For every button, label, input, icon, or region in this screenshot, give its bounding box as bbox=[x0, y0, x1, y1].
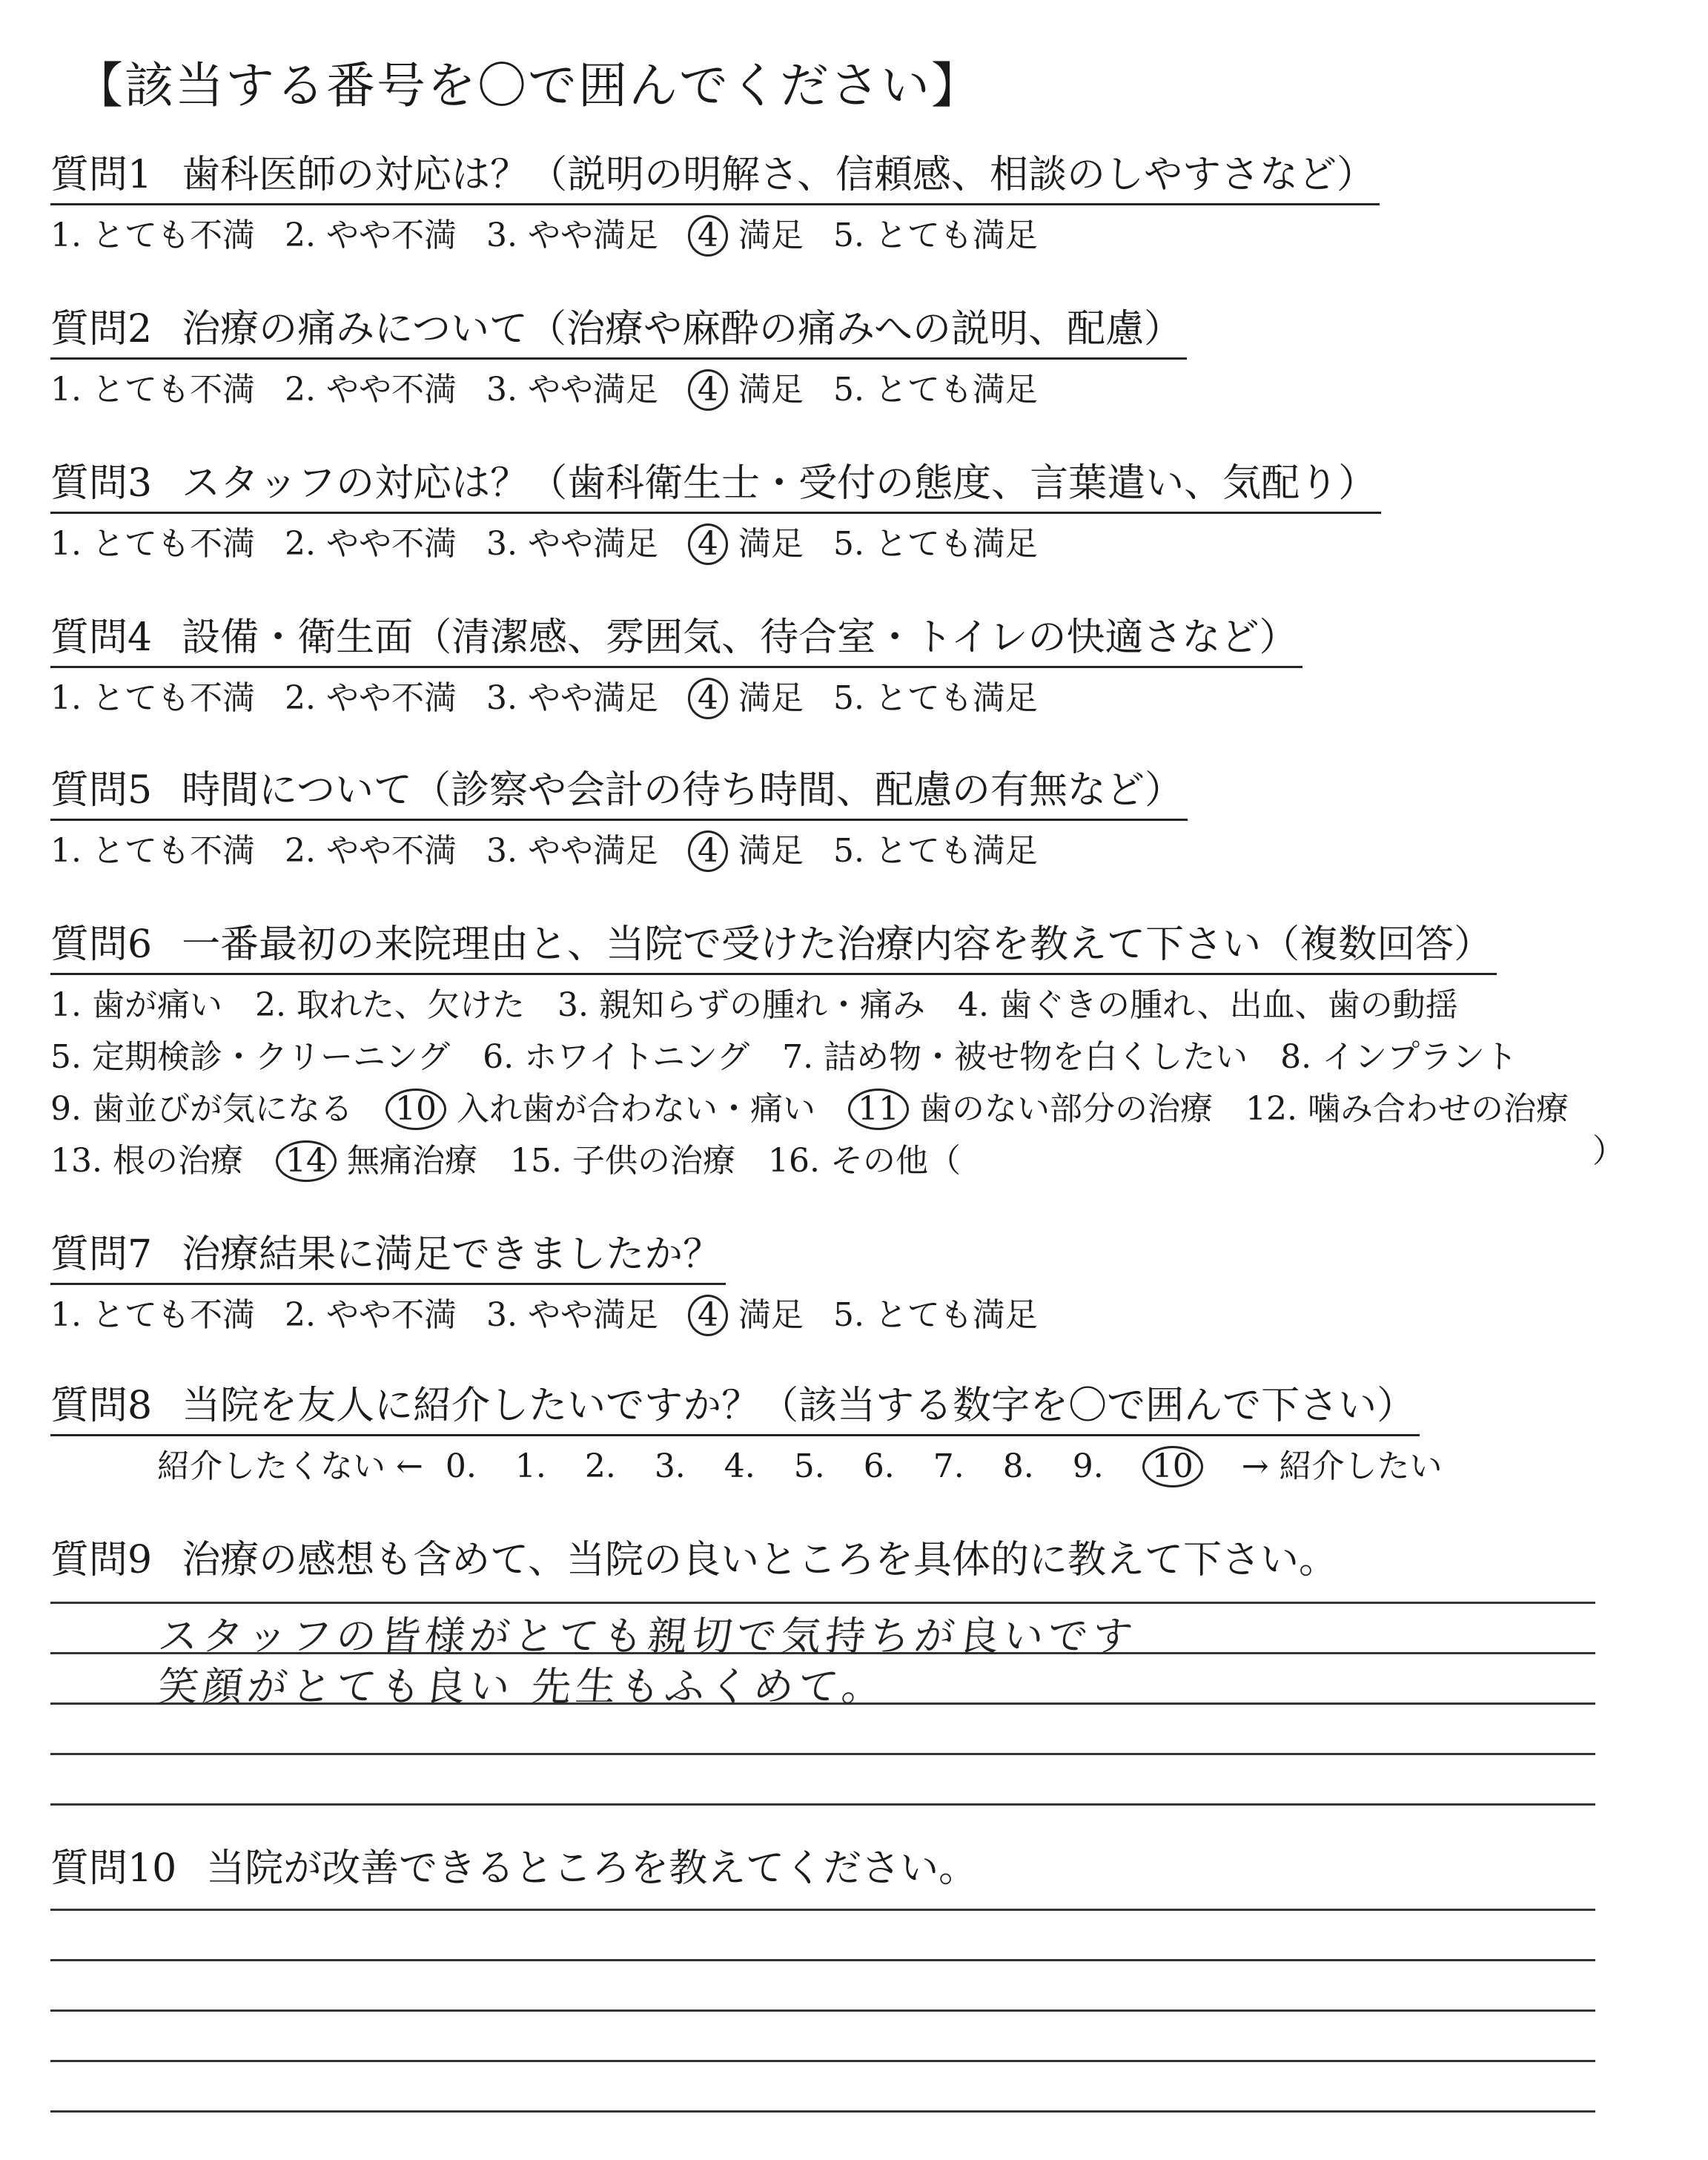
page-title: 【該当する番号を〇で囲んでください】 bbox=[74, 57, 982, 114]
option-number: 4 bbox=[688, 830, 728, 872]
rating-option[interactable] bbox=[285, 364, 457, 416]
option-label: とても不満 bbox=[91, 371, 255, 409]
rating-option[interactable] bbox=[285, 210, 457, 262]
option-label: とても満足 bbox=[874, 525, 1038, 563]
option-label: 満足 bbox=[738, 525, 804, 563]
option-number: 3. bbox=[486, 832, 517, 870]
q6-option[interactable] bbox=[255, 980, 525, 1031]
scale-point-number: 10 bbox=[1142, 1446, 1203, 1487]
scale-point-number: 7. bbox=[933, 1447, 964, 1485]
rating-option-selected[interactable] bbox=[688, 364, 804, 416]
question-text: 時間について（診察や会計の待ち時間、配慮の有無など） bbox=[182, 768, 1184, 813]
question-heading bbox=[50, 1228, 726, 1285]
scale-point-number: 0. bbox=[445, 1447, 477, 1485]
answer-line bbox=[50, 1803, 1595, 1806]
q6-option-row bbox=[50, 1031, 1601, 1083]
option-label: 取れた、欠けた bbox=[296, 986, 525, 1024]
rating-option-selected[interactable] bbox=[688, 210, 804, 262]
option-label: やや満足 bbox=[527, 217, 658, 254]
question-number: 質問10 bbox=[50, 1846, 177, 1891]
option-label: 無痛治療 bbox=[346, 1142, 477, 1180]
option-label: 満足 bbox=[738, 679, 804, 717]
option-label: とても満足 bbox=[874, 371, 1038, 409]
option-number: 4 bbox=[688, 678, 728, 719]
option-label: やや不満 bbox=[325, 679, 457, 717]
question-2 bbox=[50, 303, 1187, 416]
option-number: 2. bbox=[284, 525, 316, 563]
option-label: その他（ bbox=[830, 1142, 961, 1180]
option-label: とても不満 bbox=[91, 217, 255, 254]
question-number: 質問5 bbox=[50, 768, 153, 813]
handwritten-answer-line-1: スタッフの皆様がとても親切で気持ちが良いです bbox=[156, 1613, 1139, 1659]
option-label: 子供の治療 bbox=[572, 1142, 735, 1180]
option-number: 4 bbox=[688, 524, 728, 565]
q6-option-selected[interactable] bbox=[276, 1135, 477, 1187]
question-text: 一番最初の来院理由と、当院で受けた治療内容を教えて下さい（複数回答） bbox=[182, 922, 1493, 967]
option-label: やや不満 bbox=[325, 217, 457, 254]
rating-option[interactable] bbox=[285, 1289, 457, 1341]
handwritten-answer-line-2: 笑顔がとても良い 先生もふくめて。 bbox=[156, 1663, 889, 1710]
option-number: 16. bbox=[767, 1142, 820, 1180]
question-text: 設備・衛生面（清潔感、雰囲気、待合室・トイレの快適さなど） bbox=[182, 615, 1298, 660]
answer-line bbox=[50, 2009, 1595, 2012]
option-label: とても不満 bbox=[91, 832, 255, 870]
option-number: 8. bbox=[1280, 1038, 1312, 1076]
question-heading bbox=[50, 764, 1188, 821]
rating-options bbox=[50, 825, 1188, 877]
question-1 bbox=[50, 148, 1380, 262]
question-number: 質問3 bbox=[50, 461, 153, 506]
question-number: 質問4 bbox=[50, 615, 153, 660]
q6-option[interactable] bbox=[782, 1031, 1248, 1083]
rating-option[interactable] bbox=[833, 673, 1038, 724]
option-label: とても満足 bbox=[874, 1296, 1038, 1334]
scale-point[interactable] bbox=[515, 1441, 546, 1493]
q6-option[interactable] bbox=[50, 1083, 353, 1135]
answer-line bbox=[50, 2060, 1595, 2062]
rating-option[interactable] bbox=[486, 364, 658, 416]
question-9 bbox=[50, 1533, 1342, 1588]
q6-option-selected[interactable] bbox=[848, 1083, 1213, 1135]
option-label: 歯が痛い bbox=[91, 986, 222, 1024]
option-label: 歯ぐきの腫れ、出血、歯の動揺 bbox=[999, 986, 1458, 1024]
option-number: 5. bbox=[833, 832, 864, 870]
question-4 bbox=[50, 611, 1302, 724]
rating-option[interactable] bbox=[50, 825, 255, 877]
rating-option[interactable] bbox=[285, 518, 457, 570]
option-number: 6. bbox=[483, 1038, 514, 1076]
q6-close-paren: ） bbox=[1592, 1132, 1625, 1170]
option-label: 満足 bbox=[738, 832, 804, 870]
option-number: 15. bbox=[509, 1142, 562, 1180]
scale-point-number: 2. bbox=[584, 1447, 616, 1485]
q6-option[interactable] bbox=[50, 1135, 243, 1187]
rating-option-selected[interactable] bbox=[688, 1289, 804, 1341]
option-label: 詰め物・被せ物を白くしたい bbox=[824, 1038, 1248, 1076]
rating-options bbox=[50, 364, 1187, 416]
question-text: 当院を友人に紹介したいですか？（該当する数字を〇で囲んで下さい） bbox=[182, 1384, 1416, 1428]
question-heading bbox=[50, 303, 1187, 360]
option-number: 13. bbox=[50, 1142, 102, 1180]
question-number: 質問1 bbox=[50, 153, 153, 197]
scale-left-label: 紹介したくない ← bbox=[157, 1447, 423, 1485]
option-label: 歯のない部分の治療 bbox=[918, 1090, 1213, 1128]
question-number: 質問2 bbox=[50, 307, 153, 351]
rating-options bbox=[50, 518, 1381, 570]
option-label: 噛み合わせの治療 bbox=[1307, 1090, 1569, 1128]
scale-point-number: 3. bbox=[654, 1447, 686, 1485]
option-number: 5. bbox=[833, 525, 864, 563]
scale-point[interactable] bbox=[585, 1441, 616, 1493]
option-label: 親知らずの腫れ・痛み bbox=[598, 986, 925, 1024]
scale-point-number: 9. bbox=[1072, 1447, 1104, 1485]
option-label: やや満足 bbox=[527, 1296, 658, 1334]
scale-point[interactable] bbox=[1003, 1441, 1034, 1493]
rating-option[interactable] bbox=[486, 825, 658, 877]
option-label: とても不満 bbox=[91, 1296, 255, 1334]
rating-options bbox=[50, 210, 1380, 262]
rating-option[interactable] bbox=[486, 1289, 658, 1341]
q6-option[interactable] bbox=[1280, 1031, 1517, 1083]
option-label: ホワイトニング bbox=[524, 1038, 750, 1076]
rating-option[interactable] bbox=[285, 673, 457, 724]
option-label: やや不満 bbox=[325, 371, 457, 409]
scale-point[interactable] bbox=[655, 1441, 686, 1493]
option-label: やや満足 bbox=[527, 525, 658, 563]
q6-option-row bbox=[50, 980, 1601, 1031]
answer-line bbox=[50, 1909, 1595, 1911]
question-heading bbox=[50, 1533, 1342, 1588]
q6-option[interactable] bbox=[557, 980, 925, 1031]
rating-option[interactable] bbox=[285, 825, 457, 877]
scale-point-selected[interactable] bbox=[1142, 1441, 1203, 1493]
question-text: 治療の感想も含めて、当院の良いところを具体的に教えて下さい。 bbox=[182, 1538, 1338, 1582]
rating-option[interactable] bbox=[50, 210, 255, 262]
q6-option[interactable] bbox=[768, 1135, 961, 1187]
q6-option-selected[interactable] bbox=[385, 1083, 815, 1135]
question-heading bbox=[50, 918, 1497, 975]
option-label: やや不満 bbox=[325, 1296, 457, 1334]
rating-option[interactable] bbox=[833, 210, 1038, 262]
option-label: 満足 bbox=[738, 217, 804, 254]
rating-option[interactable] bbox=[50, 364, 255, 416]
option-label: やや満足 bbox=[527, 832, 658, 870]
answer-line bbox=[50, 1602, 1595, 1604]
option-number: 2. bbox=[254, 986, 286, 1024]
question-number: 質問8 bbox=[50, 1384, 153, 1428]
option-number: 2. bbox=[284, 832, 316, 870]
option-label: とても不満 bbox=[91, 679, 255, 717]
question-5 bbox=[50, 764, 1188, 877]
question-text: 治療の痛みについて（治療や麻酔の痛みへの説明、配慮） bbox=[182, 307, 1183, 351]
scale-point-number: 8. bbox=[1002, 1447, 1034, 1485]
option-label: とても満足 bbox=[874, 832, 1038, 870]
option-number: 14 bbox=[276, 1140, 337, 1182]
question-text: 治療結果に満足できましたか？ bbox=[182, 1232, 722, 1277]
q6-option[interactable] bbox=[510, 1135, 735, 1187]
option-number: 5. bbox=[833, 1296, 864, 1334]
rating-option[interactable] bbox=[833, 364, 1038, 416]
option-number: 1. bbox=[50, 371, 82, 409]
rating-option[interactable] bbox=[833, 825, 1038, 877]
question-7 bbox=[50, 1228, 1068, 1341]
option-label: 満足 bbox=[738, 371, 804, 409]
question-3 bbox=[50, 457, 1381, 570]
option-label: やや満足 bbox=[527, 371, 658, 409]
question-heading bbox=[50, 148, 1380, 205]
option-number: 5. bbox=[833, 371, 864, 409]
q6-option-row bbox=[50, 1083, 1601, 1135]
scale-point[interactable] bbox=[724, 1441, 755, 1493]
option-number: 2. bbox=[284, 217, 316, 254]
option-number: 2. bbox=[284, 679, 316, 717]
scale-point[interactable] bbox=[794, 1441, 825, 1493]
rating-option[interactable] bbox=[486, 210, 658, 262]
option-label: 満足 bbox=[738, 1296, 804, 1334]
rating-option-selected[interactable] bbox=[688, 825, 804, 877]
option-number: 3. bbox=[557, 986, 589, 1024]
question-number: 質問7 bbox=[50, 1232, 153, 1277]
scale-point[interactable] bbox=[933, 1441, 964, 1493]
rating-option[interactable] bbox=[50, 518, 255, 570]
option-number: 1. bbox=[50, 986, 82, 1024]
option-number: 1. bbox=[50, 1296, 82, 1334]
option-number: 3. bbox=[486, 371, 517, 409]
option-number: 4 bbox=[688, 369, 728, 411]
question-8 bbox=[50, 1379, 1443, 1493]
option-number: 1. bbox=[50, 217, 82, 254]
option-number: 3. bbox=[486, 679, 517, 717]
question-text: 当院が改善できるところを教えてください。 bbox=[206, 1846, 978, 1891]
option-label: とても満足 bbox=[874, 679, 1038, 717]
option-number: 11 bbox=[848, 1089, 909, 1130]
question-text: スタッフの対応は？（歯科衛生士・受付の態度、言葉遣い、気配り） bbox=[182, 461, 1377, 506]
q6-option[interactable] bbox=[50, 1031, 450, 1083]
rating-option-selected[interactable] bbox=[688, 673, 804, 724]
option-label: やや不満 bbox=[325, 832, 457, 870]
option-number: 1. bbox=[50, 525, 82, 563]
option-number: 7. bbox=[782, 1038, 814, 1076]
rating-option[interactable] bbox=[833, 1289, 1038, 1341]
rating-option[interactable] bbox=[50, 673, 255, 724]
option-number: 1. bbox=[50, 679, 82, 717]
question-heading bbox=[50, 611, 1302, 668]
option-label: 根の治療 bbox=[112, 1142, 243, 1180]
rating-options bbox=[50, 1289, 1068, 1341]
q6-option[interactable] bbox=[958, 980, 1458, 1031]
scale-point-number: 1. bbox=[514, 1447, 546, 1485]
question-text: 歯科医師の対応は？（説明の明解さ、信頼感、相談のしやすさなど） bbox=[182, 153, 1376, 197]
option-label: とても不満 bbox=[91, 525, 255, 563]
option-number: 9. bbox=[50, 1090, 82, 1128]
option-number: 4 bbox=[688, 1295, 728, 1336]
option-number: 5. bbox=[833, 679, 864, 717]
option-number: 3. bbox=[486, 217, 517, 254]
scale-point-number: 5. bbox=[793, 1447, 825, 1485]
question-10 bbox=[50, 1842, 982, 1897]
option-label: 歯並びが気になる bbox=[91, 1090, 353, 1128]
rating-option-selected[interactable] bbox=[688, 518, 804, 570]
option-number: 3. bbox=[486, 525, 517, 563]
scale-point-number: 6. bbox=[863, 1447, 895, 1485]
rating-option[interactable] bbox=[833, 518, 1038, 570]
option-label: 定期検診・クリーニング bbox=[91, 1038, 451, 1076]
answer-line bbox=[50, 1753, 1595, 1755]
answer-line bbox=[50, 1959, 1595, 1961]
q6-option[interactable] bbox=[1245, 1083, 1569, 1135]
option-number: 12. bbox=[1245, 1090, 1297, 1128]
answer-line bbox=[50, 2110, 1595, 2113]
question-heading bbox=[50, 1842, 982, 1897]
scale-point[interactable] bbox=[1073, 1441, 1104, 1493]
option-number: 5. bbox=[50, 1038, 82, 1076]
option-label: インプラント bbox=[1322, 1038, 1518, 1076]
option-number: 3. bbox=[486, 1296, 517, 1334]
scale-point[interactable] bbox=[446, 1441, 477, 1493]
rating-options bbox=[50, 673, 1302, 724]
q6-option[interactable] bbox=[50, 980, 222, 1031]
scale-point[interactable] bbox=[864, 1441, 895, 1493]
question-number: 質問6 bbox=[50, 922, 153, 967]
scale-point-number: 4. bbox=[724, 1447, 755, 1485]
question-number: 質問9 bbox=[50, 1538, 153, 1582]
option-number: 5. bbox=[833, 217, 864, 254]
rating-option[interactable] bbox=[50, 1289, 255, 1341]
rating-option[interactable] bbox=[486, 673, 658, 724]
question-heading bbox=[50, 457, 1381, 514]
option-label: やや不満 bbox=[325, 525, 457, 563]
q6-option[interactable] bbox=[483, 1031, 749, 1083]
option-label: とても満足 bbox=[874, 217, 1038, 254]
option-number: 1. bbox=[50, 832, 82, 870]
q6-option-row bbox=[50, 1135, 1601, 1187]
question-6 bbox=[50, 918, 1601, 1187]
option-number: 2. bbox=[284, 371, 316, 409]
option-number: 4 bbox=[688, 215, 728, 257]
rating-option[interactable] bbox=[486, 518, 658, 570]
option-label: やや満足 bbox=[527, 679, 658, 717]
option-number: 10 bbox=[385, 1089, 446, 1130]
option-label: 入れ歯が合わない・痛い bbox=[456, 1090, 815, 1128]
q6-option-list bbox=[50, 980, 1601, 1187]
option-number: 4. bbox=[957, 986, 989, 1024]
option-number: 2. bbox=[284, 1296, 316, 1334]
q8-scale bbox=[157, 1441, 1443, 1493]
question-heading bbox=[50, 1379, 1420, 1436]
scale-right-label: → 紹介したい bbox=[1241, 1447, 1443, 1485]
